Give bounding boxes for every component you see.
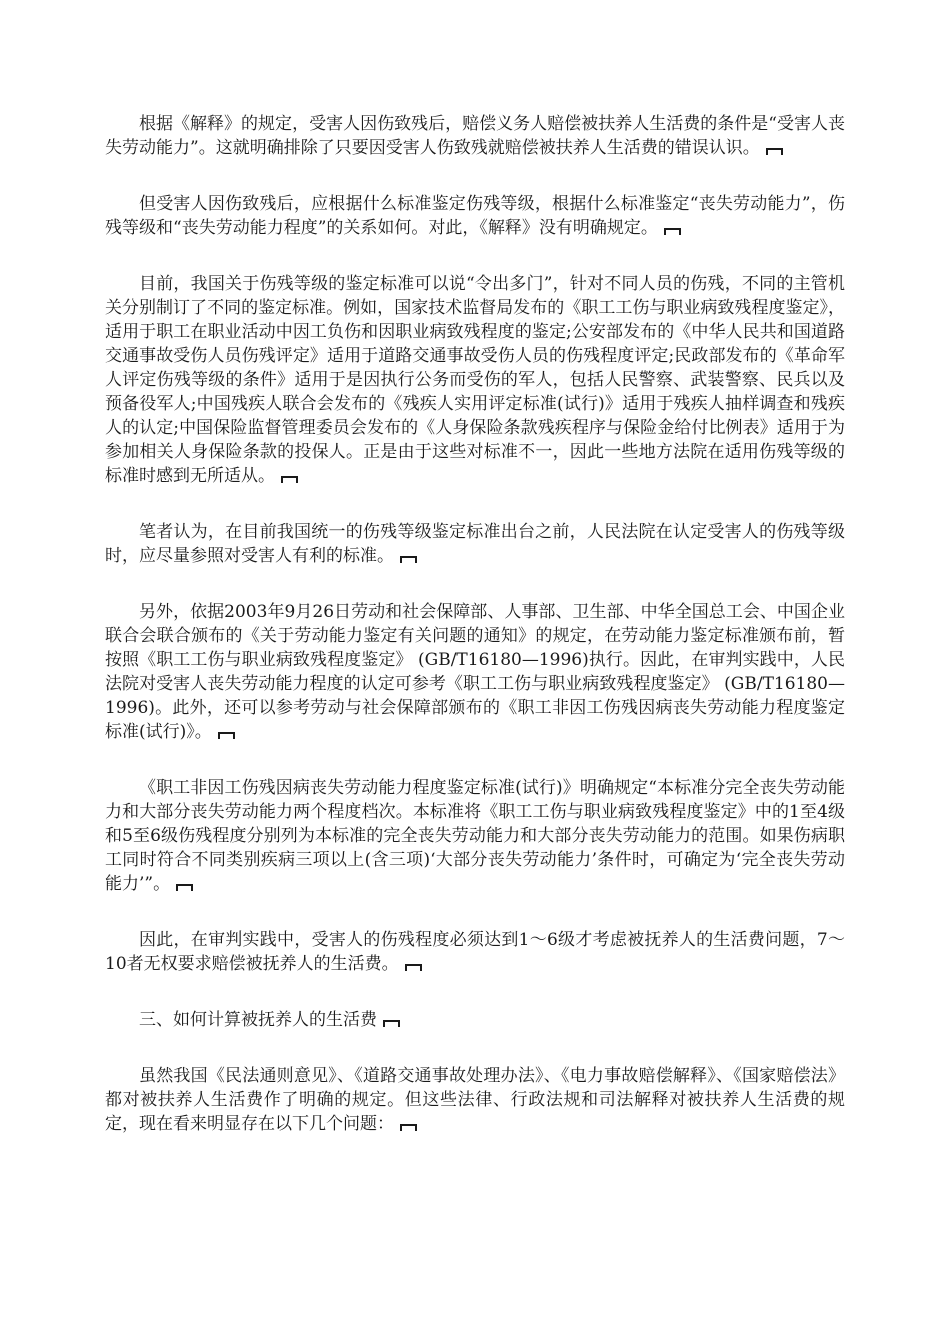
paragraph-7 — [105, 928, 845, 976]
paragraph-text: 目前，我国关于伤残等级的鉴定标准可以说“令出多门”，针对不同人员的伤残，不同的主管机关分别制订了不同的鉴定标准。例如，国家技术监督局发布的《职工工伤与职业病致残程度鉴定》，适用于职工在职业活动中因工负伤和因职业病致残程度的鉴定;公安部发布的《中华人民共和国道路交通事故受伤人员伤残评定》适用于道路交通事故受伤人员的伤残程度评定;民政部发布的《革命军人评定伤残等级的条件》适用于是因执行公务而受伤的军人，包括人民警察、武装警察、民兵以及预备役军人;中国残疾人联合会发布的《残疾人实用评定标准(试行)》适用于残疾人抽样调查和残疾人的认定;中国保险监督管理委员会发布的《人身保险条款残疾程序与保险金给付比例表》适用于为参加相关人身保险条款的投保人。正是由于这些对标准不一，因此一些地方法院在适用伤残等级的标准时感到无所适从。 — [105, 274, 845, 486]
paragraph-text: 虽然我国《民法通则意见》、《道路交通事故处理办法》、《电力事故赔偿解释》、《国家赔偿法》都对被扶养人生活费作了明确的规定。但这些法律、行政法规和司法解释对被扶养人生活费的规定，现在看来明显存在以下几个问题： — [105, 1066, 845, 1134]
section-heading — [105, 1008, 845, 1032]
paragraph-text: 但受害人因伤致残后，应根据什么标准鉴定伤残等级，根据什么标准鉴定“丧失劳动能力”，伤残等级和“丧失劳动能力程度”的关系如何。对此，《解释》没有明确规定。 — [105, 194, 845, 238]
paragraph-text: 另外，依据2003年9月26日劳动和社会保障部、人事部、卫生部、中华全国总工会、中国企业联合会联合颁布的《关于劳动能力鉴定有关问题的通知》的规定，在劳动能力鉴定标准颁布前，暂按照《职工工伤与职业病致残程度鉴定》 (GB/T16180—1996)执行。因此，在审判实践中，人民法院对受害人丧失劳动能力程度的认定可参考《职工工伤与职业病致残程度鉴定》 (GB/T16180—1996)。此外，还可以参考劳动与社会保障部颁布的《职工非因工伤残因病丧失劳动能力程度鉴定标准(试行)》。 — [105, 602, 845, 742]
document-body — [105, 112, 845, 1168]
paragraph-mark-icon — [400, 556, 417, 563]
paragraph-2 — [105, 192, 845, 240]
paragraph-mark-icon — [176, 884, 193, 891]
paragraph-4 — [105, 520, 845, 568]
paragraph-9 — [105, 1064, 845, 1136]
paragraph-1 — [105, 112, 845, 160]
section-heading-text: 三、如何计算被抚养人的生活费 — [139, 1010, 377, 1030]
paragraph-text: 根据《解释》的规定，受害人因伤致残后，赔偿义务人赔偿被扶养人生活费的条件是“受害人丧失劳动能力”。这就明确排除了只要因受害人伤致残就赔偿被扶养人生活费的错误认识。 — [105, 114, 845, 158]
paragraph-text: 因此，在审判实践中，受害人的伤残程度必须达到1～6级才考虑被抚养人的生活费问题，7～10者无权要求赔偿被抚养人的生活费。 — [105, 930, 845, 974]
paragraph-mark-icon — [383, 1020, 400, 1027]
paragraph-mark-icon — [405, 964, 422, 971]
paragraph-mark-icon — [281, 476, 298, 483]
paragraph-text: 笔者认为，在目前我国统一的伤残等级鉴定标准出台之前，人民法院在认定受害人的伤残等级时，应尽量参照对受害人有利的标准。 — [105, 522, 845, 566]
paragraph-mark-icon — [400, 1124, 417, 1131]
paragraph-3 — [105, 272, 845, 488]
paragraph-6 — [105, 776, 845, 896]
paragraph-mark-icon — [766, 148, 783, 155]
paragraph-text: 《职工非因工伤残因病丧失劳动能力程度鉴定标准(试行)》明确规定“本标准分完全丧失劳动能力和大部分丧失劳动能力两个程度档次。本标准将《职工工伤与职业病致残程度鉴定》中的1至4级和5至6级伤残程度分别列为本标准的完全丧失劳动能力和大部分丧失劳动能力的范围。如果伤病职工同时符合不同类别疾病三项以上(含三项)‘大部分丧失劳动能力’条件时，可确定为‘完全丧失劳动能力’”。 — [105, 778, 845, 894]
paragraph-5 — [105, 600, 845, 744]
paragraph-mark-icon — [664, 228, 681, 235]
paragraph-mark-icon — [218, 732, 235, 739]
